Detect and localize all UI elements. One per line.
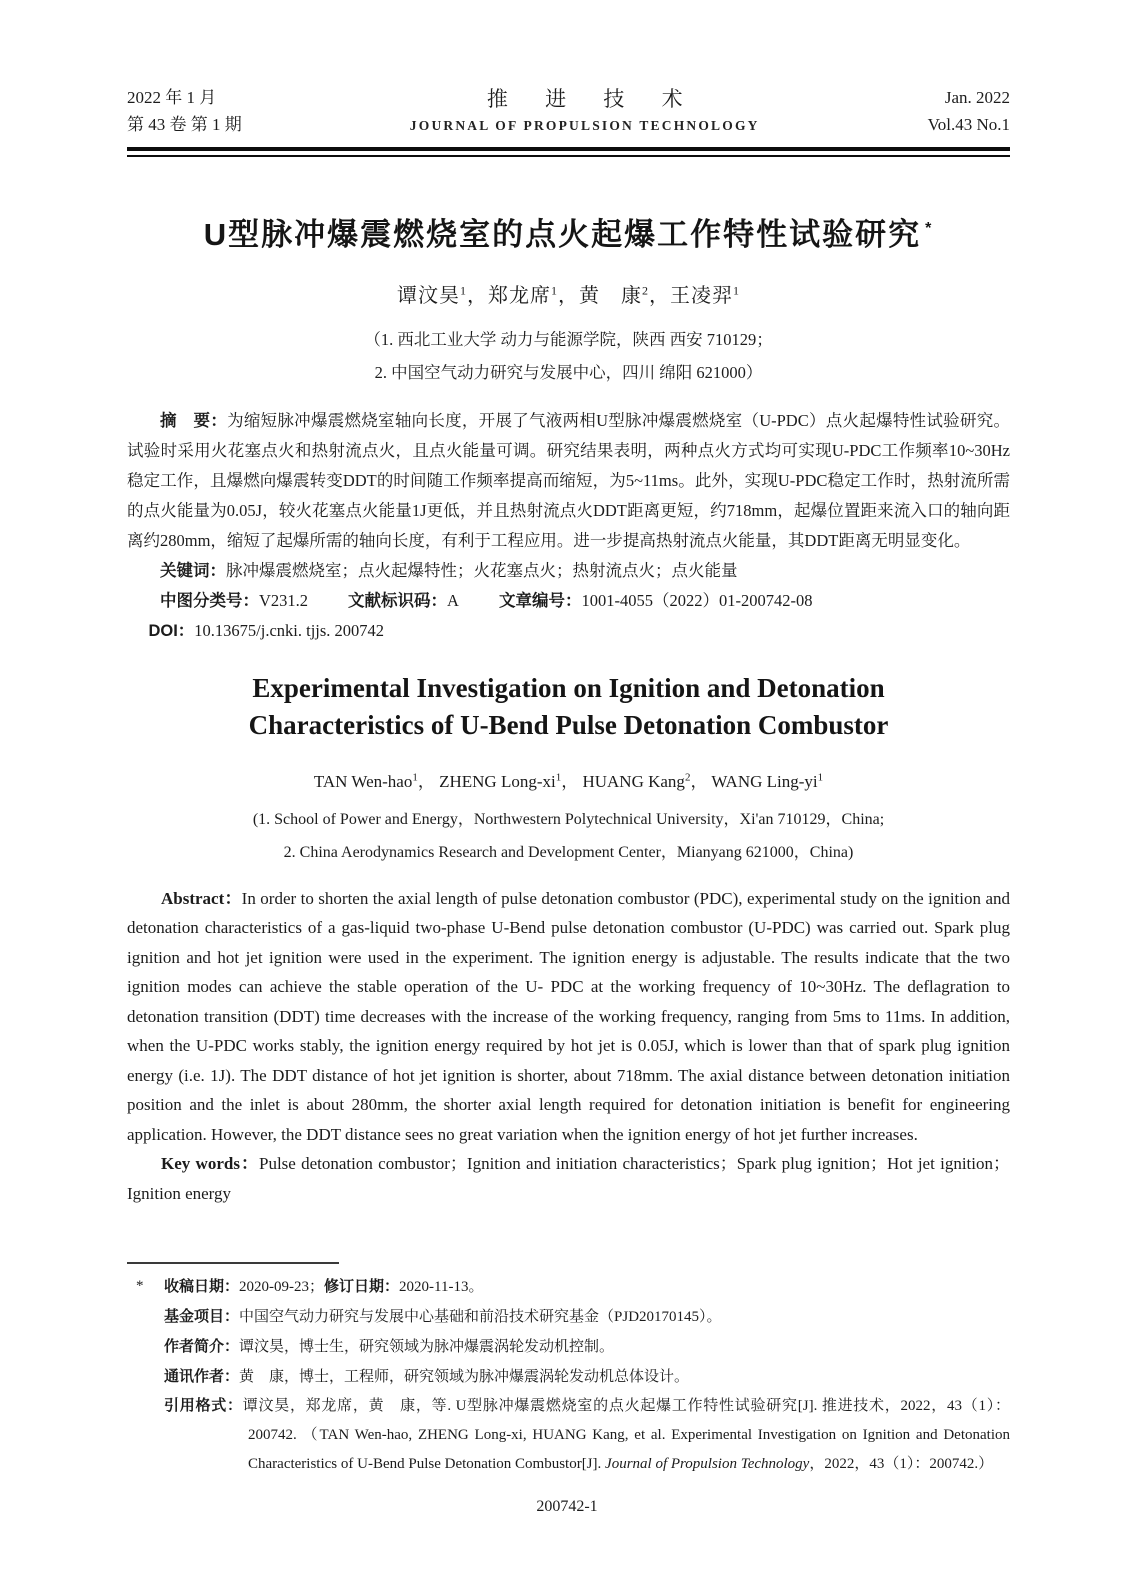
journal-title-cn: 推 进 技 术 bbox=[486, 87, 699, 111]
article-number: 文章编号：1001-4055（2022）01-200742-08 bbox=[498, 590, 813, 610]
keywords-cn-text: 脉冲爆震燃烧室；点火起爆特性；火花塞点火；热射流点火；点火能量 bbox=[226, 560, 738, 580]
abstract-en-text: In order to shorten the axial length of pulse detonation combustor (PDC), experimental study on the ignition and detonation characteristics of a gas-liquid two-phase U-Bend pulse detonation combustor (U-PDC) was carried out. Spark plug ignition and hot jet ignition were used in the experiment. The ignition energy is adjustable. The results indicate that the two ignition modes can achieve the stable operation of the U- PDC at the working frequency of 10~30Hz. The deflagration to detonation transition (DDT) time decreases with the increase of the working frequency, ranging from 5ms to 11ms. In addition, when the U-PDC works stably, the ignition energy required by hot jet is 0.05J, which is lower than that of spark plug ignition energy (i.e. 1J). The DDT distance of hot jet ignition is shorter, about 718mm. The axial distance between detonation initiation position and the inlet is about 280mm, the shorter axial length required for detonation initiation is benefit for engineering application. However, the DDT distance sees no great variation when the ignition energy of hot jet further increases. bbox=[127, 888, 1010, 1144]
doi-label: DOI： bbox=[148, 621, 195, 640]
affiliation-cn-1: （1. 西北工业大学 动力与能源学院，陕西 西安 710129； bbox=[364, 329, 773, 349]
paper-title-en-line1: Experimental Investigation on Ignition and Detonation bbox=[252, 672, 885, 703]
keywords-cn bbox=[127, 556, 1010, 586]
abstract-en-label: Abstract： bbox=[161, 888, 242, 908]
journal-title bbox=[410, 84, 760, 138]
journal-title-en: JOURNAL OF PROPULSION TECHNOLOGY bbox=[409, 118, 760, 133]
title-footnote-mark: * bbox=[925, 220, 934, 238]
keywords-en bbox=[127, 1149, 1010, 1208]
author-cn: 郑龙席$^1$， bbox=[488, 282, 579, 307]
header-issue-en bbox=[928, 84, 1010, 138]
footnote-received: * 收稿日期：2020-09-23；修订日期：2020-11-13。 bbox=[127, 1272, 1010, 1302]
page-number: 200742-1 bbox=[536, 1498, 598, 1515]
doi-line bbox=[127, 616, 1010, 646]
header-rule-thick bbox=[127, 147, 1010, 151]
footnote-asterisk: * bbox=[136, 1278, 144, 1294]
author-en: WANG Ling-$yi^1$ bbox=[711, 770, 824, 791]
affiliations-cn bbox=[127, 323, 1010, 389]
keywords-en-label: Key words： bbox=[161, 1154, 259, 1174]
author-en: ZHENG Long-$xi^1$， bbox=[439, 770, 583, 791]
abstract-cn-text: 为缩短脉冲爆震燃烧室轴向长度，开展了气液两相U型脉冲爆震燃烧室（U-PDC）点火起爆特性试验研究。试验时采用火花塞点火和热射流点火，且点火能量可调。研究结果表明，两种点火方式均可实现U-PDC工作频率10~30Hz稳定工作，且爆燃向爆震转变DDT的时间随工作频率提高而缩短，为5~11ms。此外，实现U-PDC稳定工作时，热射流所需的点火能量为0.05J，较火花塞点火能量1J更低，并且热射流点火DDT距离更短，约718mm，起爆位置距来流入口的轴向距离约280mm，缩短了起爆所需的轴向长度，有利于工程应用。进一步提高热射流点火能量，其DDT距离无明显变化。 bbox=[127, 410, 1010, 550]
author-cn: 王凌羿$^1$ bbox=[670, 282, 740, 307]
abstract-en bbox=[127, 884, 1010, 1150]
header-volume-cn: 第 43 卷 第 1 期 bbox=[127, 115, 242, 134]
document-code: 文献标识码：A bbox=[348, 590, 459, 610]
doi-value: 10.13675/j.cnki. tjjs. 200742 bbox=[194, 620, 385, 640]
citation-journal-italic: Journal of Propulsion Technology bbox=[605, 1456, 810, 1472]
paper-title-cn bbox=[127, 209, 1010, 254]
author-en: HUANG Kang$^2$， bbox=[582, 770, 712, 791]
header-rule-thin bbox=[127, 155, 1010, 157]
author-cn: 谭汶昊$^1$， bbox=[397, 282, 488, 307]
affiliation-en-2: 2. China Aerodynamics Research and Development Center，Mianyang 621000，China) bbox=[283, 843, 854, 861]
abstract-cn-label: 摘 要： bbox=[160, 411, 228, 430]
authors-en bbox=[127, 767, 1010, 792]
footnote-fund: 基金项目：中国空气动力研究与发展中心基础和前沿技术研究基金（PJD20170145）。 bbox=[164, 1308, 722, 1325]
paper-title-cn-text: U型脉冲爆震燃烧室的点火起爆工作特性试验研究 bbox=[203, 216, 922, 252]
header-date-cn: 2022 年 1 月 bbox=[127, 88, 217, 107]
authors-cn bbox=[127, 279, 1010, 308]
header-issue-cn bbox=[127, 84, 242, 138]
footnote-bio: 作者简介：谭汶昊，博士生，研究领域为脉冲爆震涡轮发动机控制。 bbox=[164, 1338, 615, 1355]
author-cn: 黄 康$^2$， bbox=[579, 282, 670, 307]
classification-line bbox=[127, 586, 1010, 616]
footnote-block bbox=[127, 1262, 1010, 1479]
affiliations-en bbox=[127, 803, 1010, 869]
affiliation-cn-2: 2. 中国空气动力研究与发展中心，四川 绵阳 621000） bbox=[374, 362, 763, 382]
author-en: TAN Wen-hao$^1$， bbox=[313, 770, 440, 791]
abstract-cn bbox=[127, 406, 1010, 556]
paper-title-en-line2: Characteristics of U-Bend Pulse Detonation Combustor bbox=[248, 709, 889, 740]
keywords-en-text: Pulse detonation combustor；Ignition and initiation characteristics；Spark plug ignition；Hot jet ignition；Ignition energy bbox=[127, 1154, 1010, 1203]
affiliation-en-1: (1. School of Power and Energy，Northwestern Polytechnical University，Xi'an 710129，China; bbox=[252, 810, 885, 828]
footnote-citation: 引用格式：谭汶昊，郑龙席，黄 康，等. U型脉冲爆震燃烧室的点火起爆工作特性试验研究[J]. 推进技术，2022，43（1）：200742. （TAN Wen-hao, ZHENG Long-xi, HUANG Kang, et al. Experimental Investigation on Ignition and Detonation Characteristics of U-Bend Pulse Detonation Combustor[J]. Journal of Propulsion Technology，2022，43（1）：200742.） bbox=[164, 1398, 1010, 1472]
header-date-en: Jan. 2022 bbox=[944, 88, 1010, 107]
journal-header bbox=[127, 84, 1010, 138]
paper-title-en bbox=[127, 670, 1010, 744]
keywords-cn-label: 关键词： bbox=[160, 561, 226, 580]
footnote-corresponding: 通讯作者：黄 康，博士，工程师，研究领域为脉冲爆震涡轮发动机总体设计。 bbox=[164, 1368, 690, 1385]
header-volume-en: Vol.43 No.1 bbox=[927, 115, 1010, 134]
clc-number: 中图分类号：V231.2 bbox=[160, 590, 309, 610]
footnote-divider bbox=[127, 1262, 339, 1264]
